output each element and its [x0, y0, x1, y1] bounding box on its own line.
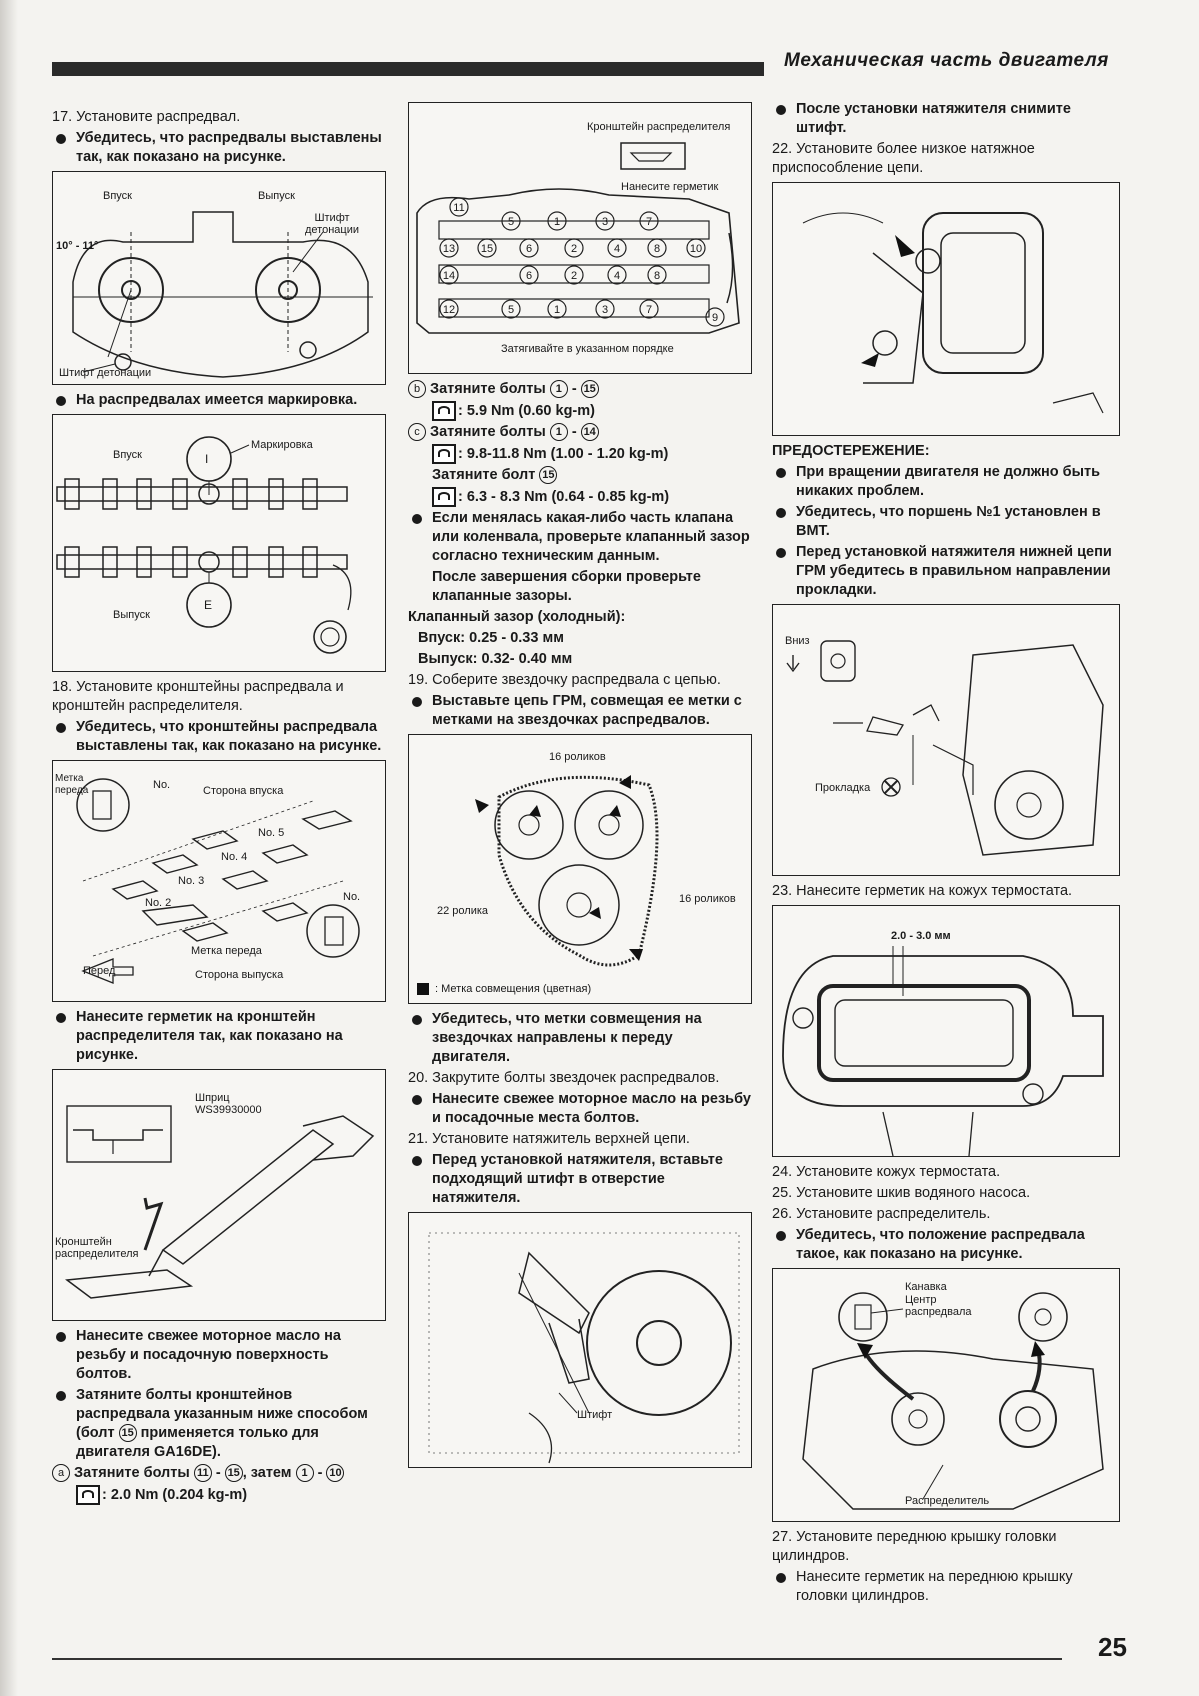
step-a-torque: : 2.0 Nm (0.204 kg-m) — [52, 1485, 386, 1505]
torque-wrench-icon — [432, 401, 456, 421]
fig2-marking-label: Маркировка — [251, 439, 313, 451]
step-19: 19. Соберите звездочку распредвала с цепью. — [408, 672, 721, 688]
svg-text:2: 2 — [570, 270, 578, 282]
step-c2: Затяните болт 15 — [408, 466, 752, 485]
header-bar — [52, 62, 764, 76]
step-26-bullet-1: Убедитесь, что положение распредвала такое, как показано на рисунке. — [772, 1226, 1120, 1264]
fig1-pin-bottom-label: Штифт детонации — [59, 367, 152, 379]
remove-pin-bullet: После установки натяжителя снимите штифт. — [772, 100, 1120, 138]
caution-3: Перед установкой натяжителя нижней цепи ГРМ убедитесь в правильном направлении прокладки. — [772, 543, 1120, 600]
valve-check-bullet: Если менялась какая-либо часть клапана или коленвала, проверьте клапанный зазор согласно техническим данным. — [408, 509, 752, 566]
figure-thermostat-sealant — [772, 905, 1120, 1157]
svg-text:4: 4 — [613, 270, 621, 282]
caution-2: Убедитесь, что поршень №1 установлен в ВМТ. — [772, 503, 1120, 541]
fig2-mark-e: E — [204, 598, 213, 612]
figure-tightening-order — [408, 102, 752, 374]
svg-text:8: 8 — [653, 243, 661, 255]
step-18-bullet-3: Нанесите свежее моторное масло на резьбу и посадочную поверхность болтов. — [52, 1327, 386, 1384]
svg-text:10: 10 — [689, 243, 703, 255]
svg-text:12: 12 — [442, 304, 456, 316]
step-27-bullet-1: Нанесите герметик на переднюю крышку головки цилиндров. — [772, 1568, 1120, 1606]
fig6-legend: : Метка совмещения (цветная) — [435, 983, 592, 995]
step-c-torque: : 9.8-11.8 Nm (1.00 - 1.20 kg-m) — [408, 444, 752, 464]
step-19-bullet-1: Выставьте цепь ГРМ, совмещая ее метки с метками на звездочках распредвалов. — [408, 692, 752, 730]
svg-text:15: 15 — [480, 243, 494, 255]
step-b-torque: : 5.9 Nm (0.60 kg-m) — [408, 401, 752, 421]
fig9-down-label: Вниз — [785, 635, 810, 647]
fig7-pin-label: Штифт — [577, 1409, 613, 1421]
svg-text:9: 9 — [711, 312, 719, 324]
step-24: 24. Установите кожух термостата. — [772, 1164, 1001, 1180]
fig3-no-topleft: No. — [153, 779, 171, 791]
torque-wrench-icon — [76, 1485, 100, 1505]
fig6-rollers-right: 16 роликов — [679, 893, 736, 905]
svg-text:5: 5 — [507, 304, 515, 316]
step-22: 22. Установите более низкое натяжное приспособление цепи. — [772, 141, 1035, 176]
torque-wrench-icon — [432, 444, 456, 464]
step-a: a Затяните болты 11 - 15 , затем 1 - 10 — [52, 1464, 386, 1483]
svg-text:3: 3 — [601, 304, 609, 316]
figure-lower-tensioner — [772, 182, 1120, 436]
step-marker-a: a — [52, 1464, 70, 1482]
svg-text:4: 4 — [613, 243, 621, 255]
fig1-exhaust-label: Выпуск — [258, 190, 295, 202]
fig2-intake-label: Впуск — [113, 449, 142, 461]
fig3-front-mark: Метка переда — [191, 945, 262, 957]
valve-check-note: После завершения сборки проверьте клапанные зазоры. — [432, 569, 701, 604]
svg-text:5: 5 — [507, 216, 515, 228]
svg-text:14: 14 — [442, 270, 456, 282]
fig3-front: Перед — [83, 965, 116, 977]
svg-text:7: 7 — [645, 304, 653, 316]
fig3-intake-side: Сторона впуска — [203, 785, 284, 797]
step-17-bullet-2: На распредвалах имеется маркировка. — [52, 391, 386, 410]
step-18: 18. Установите кронштейны распредвала и кронштейн распределителя. — [52, 679, 344, 714]
column-left — [52, 108, 386, 1507]
svg-text:1: 1 — [553, 216, 561, 228]
step-17-bullet-1: Убедитесь, что распредвалы выставлены так, как показано на рисунке. — [52, 129, 386, 167]
fig1-pin-top-label: Штифт детонации — [305, 212, 359, 236]
fig5-bracket-label: Кронштейн распределителя — [587, 121, 731, 133]
step-17: 17. Установите распредвал. — [52, 109, 241, 125]
figure-gasket-direction — [772, 604, 1120, 876]
bolt-number: 15 — [119, 1424, 137, 1442]
fig9-gasket-label: Прокладка — [815, 782, 871, 794]
fig3-no-right: No. — [343, 891, 361, 903]
step-b: b Затяните болты 1 - 15 — [408, 380, 752, 399]
torque-wrench-icon — [432, 487, 456, 507]
svg-text:1: 1 — [553, 304, 561, 316]
figure-timing-chain — [408, 734, 752, 1004]
page-header-title: Механическая часть двигателя — [784, 50, 1109, 71]
scan-edge — [0, 0, 18, 1696]
svg-text:7: 7 — [645, 216, 653, 228]
fig2-exhaust-label: Выпуск — [113, 609, 150, 621]
figure-camshaft-brackets — [52, 760, 386, 1002]
step-c2-torque: : 6.3 - 8.3 Nm (0.64 - 0.85 kg-m) — [408, 487, 752, 507]
fig6-rollers-left: 22 ролика — [437, 905, 489, 917]
fig6-rollers-top: 16 роликов — [549, 751, 606, 763]
svg-text:8: 8 — [653, 270, 661, 282]
caution-1: При вращении двигателя не должно быть никаких проблем. — [772, 463, 1120, 501]
svg-text:6: 6 — [525, 243, 533, 255]
fig3-no3: No. 3 — [178, 875, 205, 887]
step-18-bullet-1: Убедитесь, что кронштейны распредвала выставлены так, как показано на рисунке. — [52, 718, 386, 756]
page-number: 25 — [1098, 1632, 1127, 1662]
fig3-exhaust-side: Сторона выпуска — [195, 969, 284, 981]
figure-distributor-position — [772, 1268, 1120, 1522]
fig3-front-mark-topleft: Метка переда — [55, 773, 89, 796]
figure-camshaft-marking — [52, 414, 386, 672]
step-c: c Затяните болты 1 - 14 — [408, 423, 752, 442]
step-20: 20. Закрутите болты звездочек распредвалов. — [408, 1070, 720, 1086]
fig3-no2: No. 2 — [145, 897, 172, 909]
fig10-range-label: 2.0 - 3.0 мм — [891, 930, 951, 942]
step-18-bullet-2: Нанесите герметик на кронштейн распределителя так, как показано на рисунке. — [52, 1008, 386, 1065]
fig11-distributor-label: Распределитель — [905, 1495, 990, 1507]
column-right — [772, 100, 1120, 1608]
figure-tensioner-pin — [408, 1212, 752, 1468]
step-19-bullet-2: Убедитесь, что метки совмещения на звездочках направлены к переду двигателя. — [408, 1010, 752, 1067]
svg-text:6: 6 — [525, 270, 533, 282]
svg-text:2: 2 — [570, 243, 578, 255]
fig5-sealant-label: Нанесите герметик — [621, 181, 719, 193]
step-27: 27. Установите переднюю крышку головки цилиндров. — [772, 1529, 1057, 1564]
column-middle — [408, 102, 752, 1474]
fig4-syringe-label: Шприц WS39930000 — [195, 1092, 262, 1116]
fig11-groove-label: Канавка — [905, 1281, 947, 1293]
step-18-bullet-4: Затяните болты кронштейнов распредвала указанным ниже способом (болт 15 применяется только для двигателя GA16DE). — [52, 1386, 386, 1462]
fig4-bracket-label: Кронштейн распределителя — [55, 1236, 139, 1260]
fig2-mark-i: I — [205, 452, 209, 466]
figure-camshaft-position — [52, 171, 386, 385]
svg-text:11: 11 — [453, 202, 465, 214]
step-23: 23. Нанесите герметик на кожух термостата. — [772, 883, 1073, 899]
fig3-no5: No. 5 — [258, 827, 285, 839]
clearance-intake: Впуск: 0.25 - 0.33 мм — [418, 630, 564, 646]
fig11-center-label: Центр распредвала — [905, 1294, 972, 1318]
step-26: 26. Установите распределитель. — [772, 1206, 991, 1222]
clearance-exhaust: Выпуск: 0.32- 0.40 мм — [418, 651, 573, 667]
figure-sealant-syringe — [52, 1069, 386, 1321]
fig5-order-label: Затягивайте в указанном порядке — [501, 343, 674, 355]
fig1-intake-label: Впуск — [103, 190, 132, 202]
caution-title: ПРЕДОСТЕРЕЖЕНИЕ: — [772, 443, 930, 459]
step-21: 21. Установите натяжитель верхней цепи. — [408, 1131, 690, 1147]
fig1-angle-label: 10° - 11° — [56, 240, 99, 252]
clearance-title: Клапанный зазор (холодный): — [408, 609, 626, 625]
fig3-no4: No. 4 — [221, 851, 248, 863]
svg-text:13: 13 — [442, 243, 456, 255]
step-20-bullet-1: Нанесите свежее моторное масло на резьбу и посадочные места болтов. — [408, 1090, 752, 1128]
step-21-bullet-1: Перед установкой натяжителя, вставьте подходящий штифт в отверстие натяжителя. — [408, 1151, 752, 1208]
footer-line — [52, 1658, 1062, 1660]
step-25: 25. Установите шкив водяного насоса. — [772, 1185, 1031, 1201]
svg-text:3: 3 — [601, 216, 609, 228]
